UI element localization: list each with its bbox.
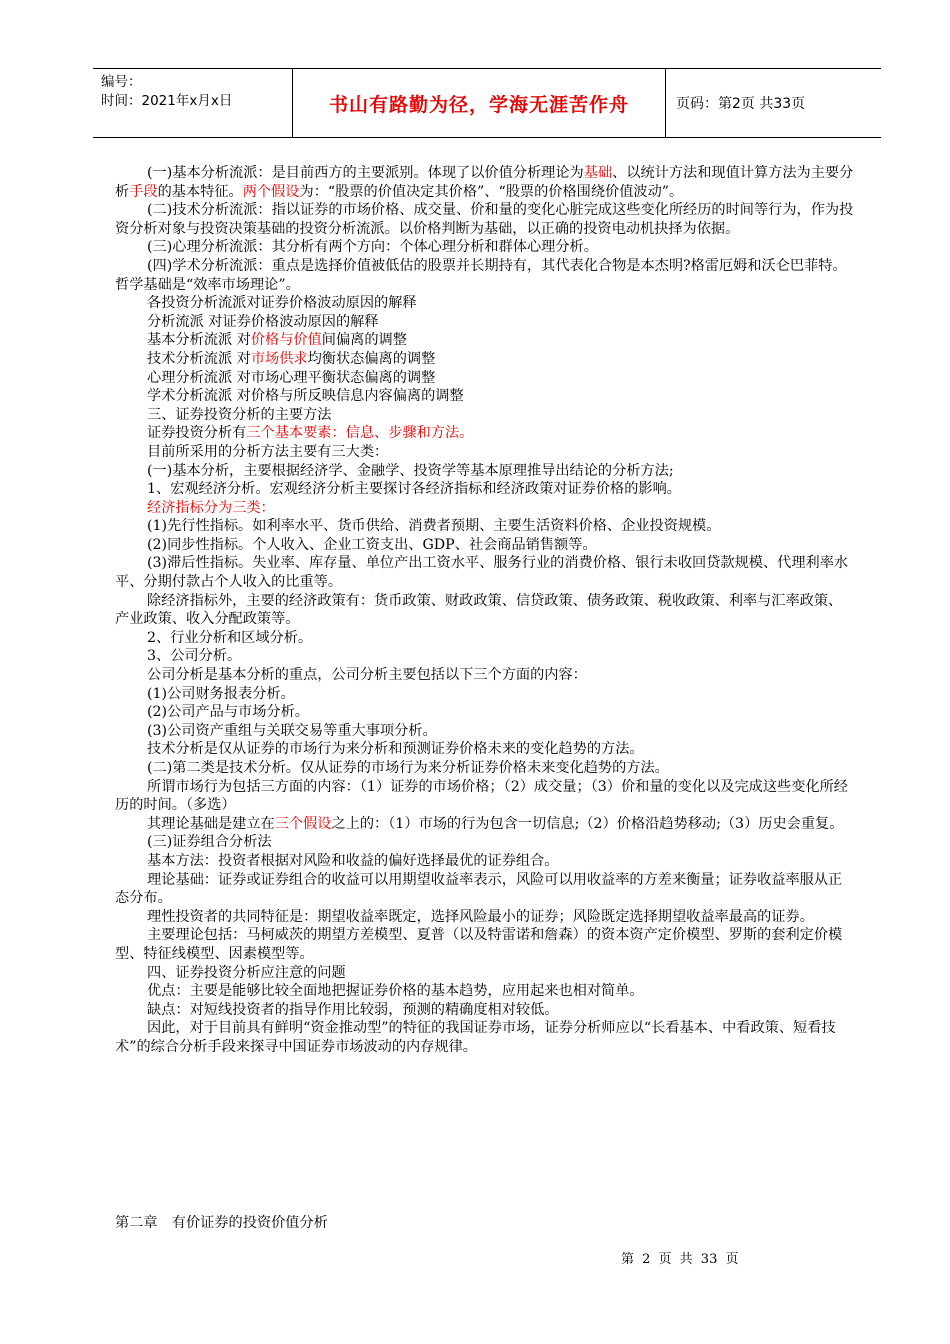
paragraph-text: (3)公司资产重组与关联交易等重大事项分析。 (147, 722, 437, 739)
paragraph-text: (四)学术分析流派：重点是选择价值被低估的股票并长期持有，其代表化合物是本杰明?格雷厄姆和沃仑巴菲特。哲学基础是“效率市场理论”。 (115, 257, 847, 293)
paragraph-text: (一)基本分析流派：是目前西方的主要派别。体现了以价值分析理论为 (147, 165, 584, 181)
highlighted-text: 手段 (129, 183, 158, 200)
paragraph (115, 387, 855, 406)
paragraph-text: 目前所采用的分析方法主要有三大类： (147, 443, 389, 460)
paragraph (115, 703, 855, 722)
paragraph (115, 815, 855, 834)
paragraph-text: 基本方法：投资者根据对风险和收益的偏好选择最优的证券组合。 (147, 852, 559, 869)
paragraph (115, 722, 855, 741)
highlighted-text: 基础 (583, 165, 613, 181)
paragraph (115, 778, 855, 815)
paragraph-text: 基本分析流派 对 (147, 332, 251, 349)
paragraph (115, 554, 855, 591)
paragraph-text: (二)第二类是技术分析。仅从证券的市场行为来分析证券价格未来变化趋势的方法。 (147, 760, 669, 776)
paragraph-text: 除经济指标外，主要的经济政策有：货币政策、财政政策、信贷政策、债务政策、税收政策、利率与汇率政策、产业政策、收入分配政策等。 (115, 592, 843, 628)
paragraph (115, 462, 855, 481)
paragraph (115, 201, 855, 238)
paragraph-text: 2、行业分析和区域分析。 (147, 629, 313, 646)
paragraph-text: 、以统计方法和现值计算方法为主要分析 (115, 165, 854, 200)
header-page-label: 页码：第2页 共33页 (676, 96, 806, 112)
paragraph (115, 536, 855, 555)
paragraph (115, 313, 855, 332)
paragraph (115, 759, 855, 778)
paragraph (115, 164, 855, 201)
paragraph (115, 871, 855, 908)
paragraph-text: (3)滞后性指标。失业率、库存量、单位产出工资水平、服务行业的消费价格、银行未收回贷款规模、代理利率水平、分期付款占个人收入的比重等。 (115, 555, 849, 591)
document-time-label: 时间：2021年x月x日 (101, 93, 233, 109)
paragraph (115, 908, 855, 927)
highlighted-text: 三个假设 (274, 815, 332, 832)
paragraph-text: 学术分析流派 对价格与所反映信息内容偏离的调整 (147, 388, 464, 405)
paragraph (115, 257, 855, 294)
paragraph (115, 740, 855, 759)
paragraph-text: 各投资分析流派对证券价格波动原因的解释 (147, 295, 417, 312)
paragraph-text: 因此，对于目前具有鲜明“资金推动型”的特征的我国证券市场，证券分析师应以“长看基本、中看政策、短看技术”的综合分析手段来探寻中国证券市场波动的内存规律。 (115, 1020, 836, 1055)
paragraph-text: 主要理论包括：马柯威茨的期望方差模型、夏普（以及特雷诺和詹森）的资本资产定价模型、罗斯的套利定价模型、特征线模型、因素模型等。 (115, 927, 843, 962)
document-body (115, 164, 855, 1057)
paragraph (115, 1019, 855, 1056)
paragraph-text: 证券投资分析有 (147, 425, 247, 442)
paragraph (115, 369, 855, 388)
paragraph-text: (1)先行性指标。如利率水平、货币供给、消费者预期、主要生活资料价格、企业投资规模。 (147, 518, 721, 535)
paragraph-text: 优点：主要是能够比较全面地把握证券价格的基本趋势，应用起来也相对简单。 (147, 983, 644, 1000)
paragraph-text: (一)基本分析，主要根据经济学、金融学、投资学等基本原理推导出结论的分析方法; (147, 462, 674, 479)
paragraph-text: 其理论基础是建立在 (147, 815, 275, 832)
paragraph (115, 443, 855, 462)
paragraph (115, 294, 855, 313)
paragraph-text: 1、宏观经济分析。宏观经济分析主要探讨各经济指标和经济政策对证券价格的影响。 (147, 481, 681, 498)
paragraph-text: 理论基础：证券或证券组合的收益可以用期望收益率表示，风险可以用收益率的方差来衡量；证券收益率服从正态分布。 (115, 871, 843, 907)
paragraph-text: 之上的：（1）市场的行为包含一切信息;（2）价格沿趋势移动;（3）历史会重复。 (331, 815, 844, 832)
paragraph-text: 的基本特征。 (157, 183, 243, 200)
paragraph-text: (二)技术分析流派：指以证券的市场价格、成交量、价和量的变化心脏完成这些变化所经历的时间等行为，作为投资分析对象与投资决策基础的投资分析流派。以价格判断为基础，以正确的投资电动机抉择为依据。 (115, 202, 854, 237)
paragraph (115, 685, 855, 704)
paragraph-text: 三、证券投资分析的主要方法 (147, 406, 332, 423)
paragraph-text: 技术分析流派 对 (147, 350, 251, 367)
paragraph (115, 238, 855, 257)
paragraph-text: 3、公司分析。 (147, 648, 242, 665)
paragraph-text: (三)心理分析流派：其分析有两个方向：个体心理分析和群体心理分析。 (147, 239, 598, 256)
paragraph (115, 499, 855, 518)
paragraph-text: (1)公司财务报表分析。 (147, 685, 295, 702)
paragraph (115, 964, 855, 983)
document-number-label: 编号： (101, 74, 142, 90)
paragraph (115, 424, 855, 443)
paragraph-text: 缺点：对短线投资者的指导作用比较弱，预测的精确度相对较低。 (147, 1001, 559, 1018)
highlighted-text: 三个基本要素：信息、步骤和方法。 (246, 425, 474, 442)
paragraph (115, 926, 855, 963)
paragraph-text: 分析流派 对证券价格波动原因的解释 (147, 313, 379, 330)
paragraph (115, 406, 855, 425)
paragraph-text: 间偏离的调整 (321, 332, 407, 349)
paragraph-text: 心理分析流派 对市场心理平衡状态偏离的调整 (147, 369, 436, 386)
paragraph-text: 公司分析是基本分析的重点，公司分析主要包括以下三个方面的内容： (147, 667, 587, 684)
chapter-title: 第二章 有价证券的投资价值分析 (115, 1215, 328, 1231)
paragraph-text: 均衡状态偏离的调整 (307, 350, 436, 367)
paragraph-text: 技术分析是仅从证券的市场行为来分析和预测证券价格未来的变化趋势的方法。 (147, 741, 644, 758)
paragraph (115, 982, 855, 1001)
paragraph (115, 629, 855, 648)
page-header (93, 68, 881, 138)
paragraph (115, 350, 855, 369)
paragraph-text: 所谓市场行为包括三方面的内容：（1）证券的市场价格；（2）成交量；（3）价和量的变化以及完成这些变化所经历的时间。（多选） (115, 778, 848, 814)
paragraph-text: 为：“股票的价值决定其价格”、“股票的价格围绕价值波动”。 (299, 183, 684, 200)
paragraph (115, 331, 855, 350)
header-motto: 书山有路勤为径，学海无涯苦作舟 (293, 69, 666, 137)
paragraph (115, 666, 855, 685)
paragraph (115, 647, 855, 666)
paragraph (115, 592, 855, 629)
paragraph (115, 852, 855, 871)
paragraph (115, 480, 855, 499)
highlighted-text: 价格与价值 (250, 332, 322, 349)
paragraph-text: (三)证券组合分析法 (147, 834, 272, 851)
paragraph (115, 517, 855, 536)
highlighted-text: 经济指标分为三类： (147, 499, 275, 516)
paragraph-text: (2)公司产品与市场分析。 (147, 704, 309, 721)
highlighted-text: 市场供求 (250, 350, 308, 367)
paragraph (115, 833, 855, 852)
paragraph-text: 理性投资者的共同特征是：期望收益率既定，选择风险最小的证券；风险既定选择期望收益率最高的证券。 (147, 908, 814, 925)
header-meta (93, 69, 293, 137)
highlighted-text: 两个假设 (242, 183, 300, 200)
page-footer: 第 2 页 共 33 页 (621, 1252, 739, 1267)
paragraph (115, 1001, 855, 1020)
paragraph-text: (2)同步性指标。个人收入、企业工资支出、GDP、社会商品销售额等。 (147, 536, 597, 553)
paragraph-text: 四、证券投资分析应注意的问题 (147, 964, 346, 981)
